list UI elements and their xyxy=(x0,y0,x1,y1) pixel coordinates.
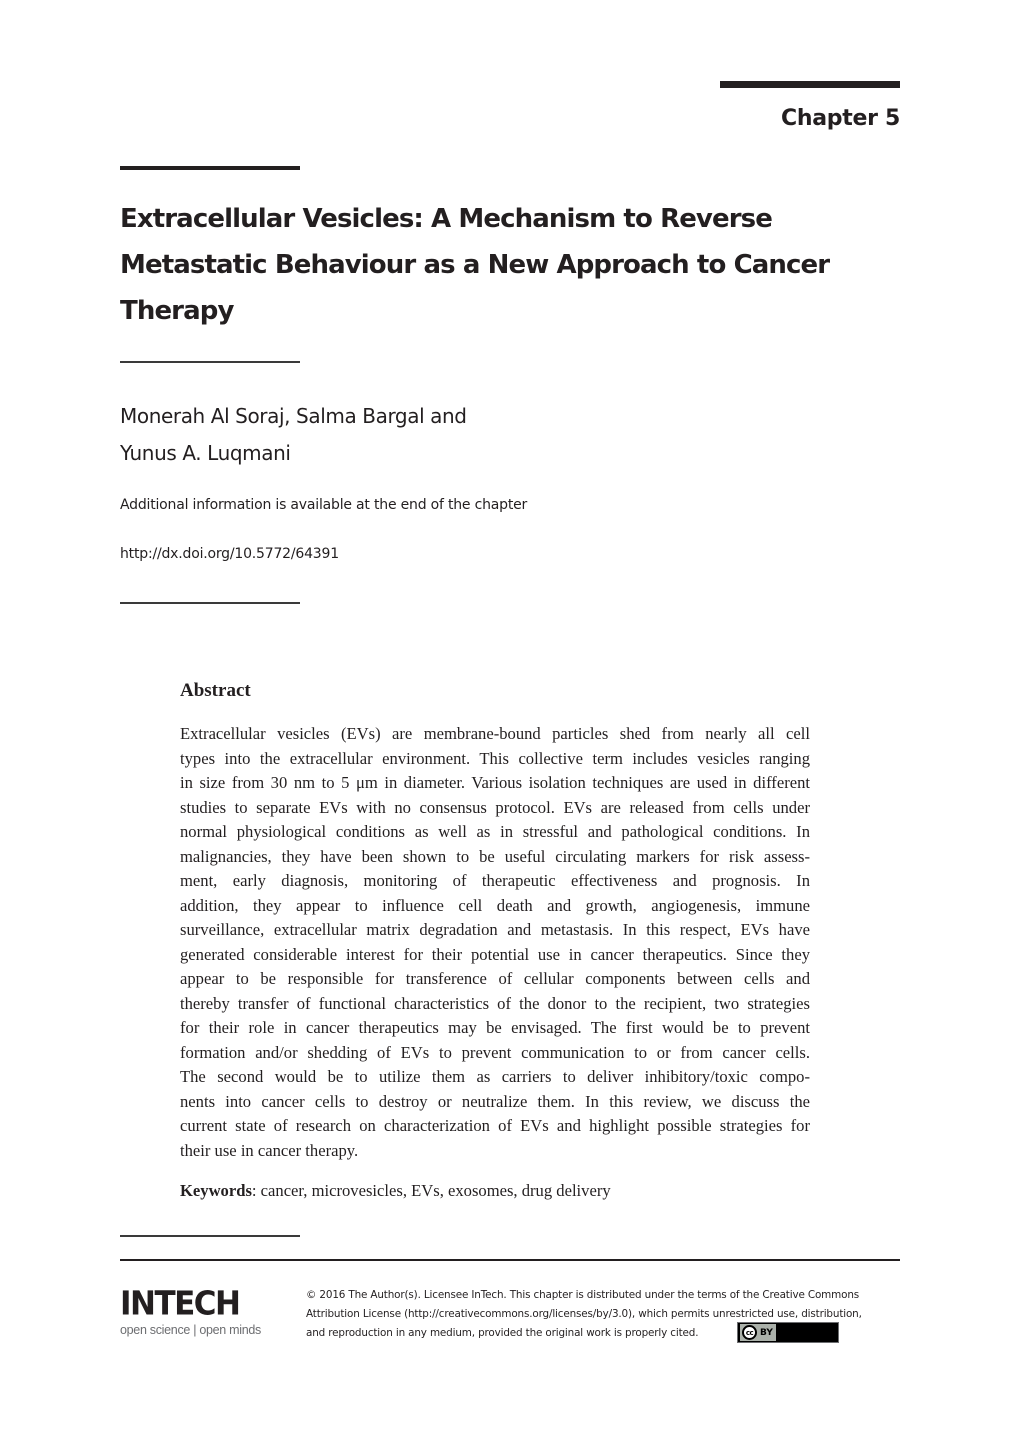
abstract-line: surveillance, extracellular matrix degradation and metastasis. In this respect, EVs have xyxy=(180,920,810,939)
title-top-rule xyxy=(120,166,300,170)
divider-rule xyxy=(120,361,300,363)
creative-commons-by-icon[interactable] xyxy=(737,1322,839,1343)
license-line: and reproduction in any medium, provided the original work is properly cited. xyxy=(306,1327,699,1339)
license-line: © 2016 The Author(s). Licensee InTech. This chapter is distributed under the terms of the Creative Commons xyxy=(306,1289,860,1301)
author-line: Monerah Al Soraj, Salma Bargal and xyxy=(120,404,467,428)
divider-rule xyxy=(120,1235,300,1237)
abstract-line: The second would be to utilize them as carriers to deliver inhibitory/toxic compo- xyxy=(180,1067,810,1086)
article-title xyxy=(120,196,880,334)
abstract-line: current state of research on characterization of EVs and highlight possible strategies for xyxy=(180,1116,810,1135)
keywords-list: : cancer, microvesicles, EVs, exosomes, drug delivery xyxy=(251,1181,611,1200)
additional-info-note: Additional information is available at the end of the chapter xyxy=(120,497,528,513)
abstract-heading: Abstract xyxy=(180,680,251,701)
abstract-line: for their role in cancer therapeutics may be envisaged. The first would be to prevent xyxy=(180,1018,810,1037)
abstract-line: types into the extracellular environment. This collective term includes vesicles ranging xyxy=(180,748,810,768)
abstract-line: normal physiological conditions as well as in stressful and pathological conditions. In xyxy=(180,822,810,841)
abstract-line: formation and/or shedding of EVs to prevent communication to or from cancer cells. xyxy=(180,1042,810,1062)
abstract-line: nents into cancer cells to destroy or neutralize them. In this review, we discuss the xyxy=(180,1091,810,1111)
abstract-line: their use in cancer therapy. xyxy=(180,1140,359,1160)
keywords-label: Keywords xyxy=(180,1181,252,1200)
abstract-line: malignancies, they have been shown to be useful circulating markers for risk assess- xyxy=(180,846,810,866)
cc-by-label: BY xyxy=(760,1327,773,1338)
title-line: Therapy xyxy=(120,296,234,326)
cc-circle-icon: cc xyxy=(742,1325,757,1340)
doi-link[interactable]: http://dx.doi.org/10.5772/64391 xyxy=(120,546,339,562)
abstract-line: ment, early diagnosis, monitoring of therapeutic effectiveness and prognosis. In xyxy=(180,871,810,890)
title-line: Extracellular Vesicles: A Mechanism to Reverse xyxy=(120,204,772,234)
keywords xyxy=(180,1181,611,1201)
logo-tagline: open science | open minds xyxy=(120,1323,261,1337)
intech-logo xyxy=(120,1284,261,1337)
abstract-line: appear to be responsible for transference of cellular components between cells and xyxy=(180,969,810,988)
abstract-line: in size from 30 nm to 5 μm in diameter. Various isolation techniques are used in different xyxy=(180,773,810,792)
abstract-body xyxy=(180,722,810,1163)
abstract-line: thereby transfer of functional characteristics of the donor to the recipient, two strategies xyxy=(180,993,810,1013)
footer-rule xyxy=(120,1259,900,1261)
abstract-line: generated considerable interest for their potential use in cancer therapeutics. Since they xyxy=(180,944,810,964)
title-line: Metastatic Behaviour as a New Approach to Cancer xyxy=(120,250,830,280)
chapter-label: Chapter 5 xyxy=(781,106,900,131)
abstract-line: Extracellular vesicles (EVs) are membrane-bound particles shed from nearly all cell xyxy=(180,724,810,743)
divider-rule xyxy=(120,602,300,604)
header-rule xyxy=(720,81,900,88)
logo-wordmark: INTECH xyxy=(120,1284,240,1323)
author-line: Yunus A. Luqmani xyxy=(120,441,291,465)
license-line: Attribution License (http://creativecommons.org/licenses/by/3.0), which permits unrestricted use, distribution, xyxy=(306,1308,862,1320)
abstract-line: studies to separate EVs with no consensus protocol. EVs are released from cells under xyxy=(180,797,810,817)
cc-badge-segment xyxy=(740,1324,776,1341)
author-list xyxy=(120,398,467,472)
abstract-line: addition, they appear to influence cell death and growth, angiogenesis, immune xyxy=(180,895,810,915)
